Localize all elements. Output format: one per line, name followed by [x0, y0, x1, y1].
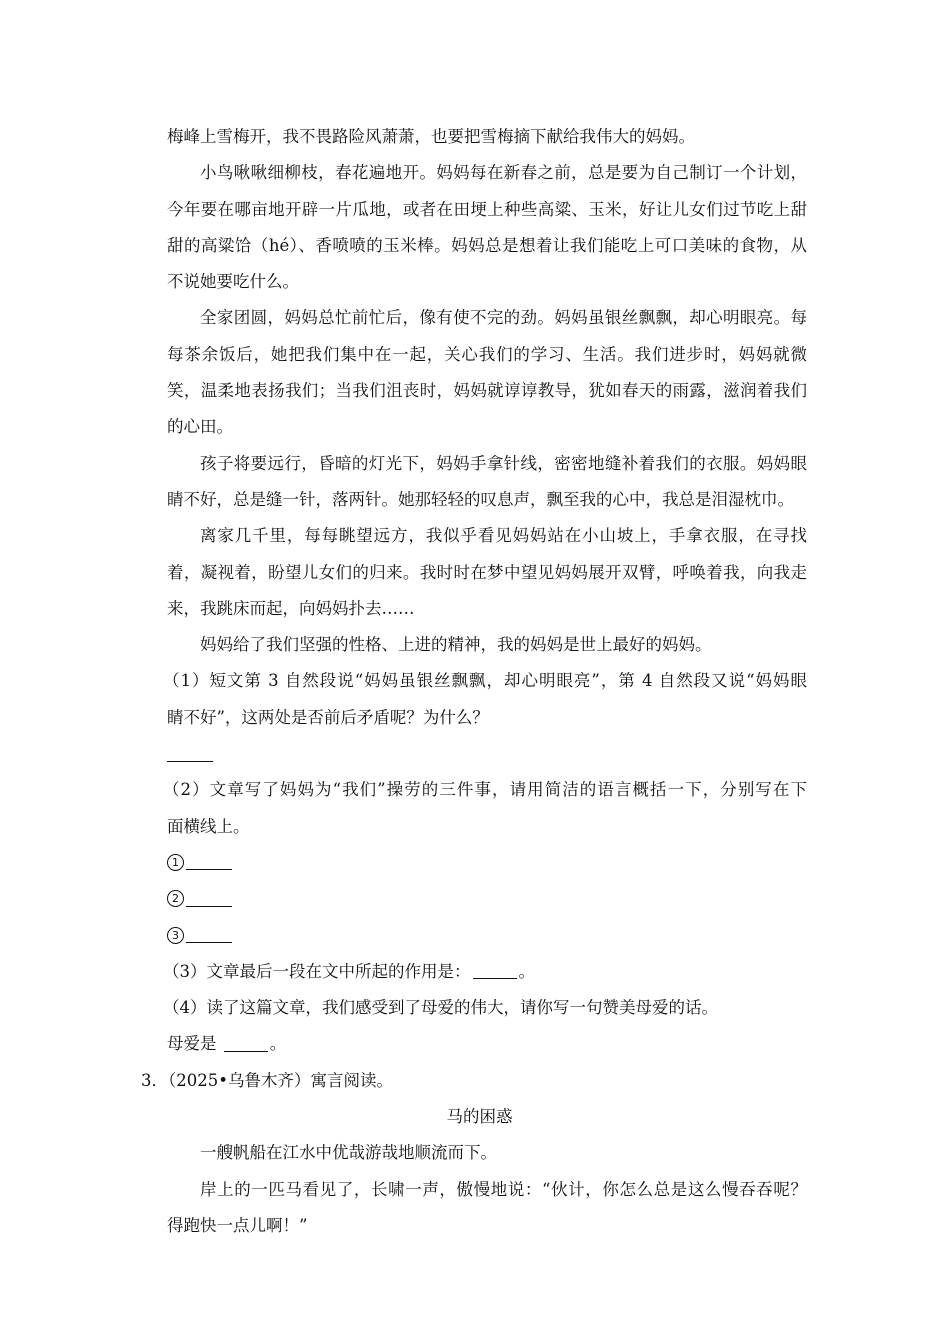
answer-blank[interactable]	[224, 1050, 268, 1052]
question-2-line: （2）文章写了妈妈为“我们”操劳的三件事，请用简洁的语言概括一下，分别写在下	[163, 780, 807, 800]
paragraph-line: 孩子将要远行，昏暗的灯光下，妈妈手拿针线，密密地缝补着我们的衣服。妈妈眼	[200, 453, 807, 473]
circled-number: 1	[167, 854, 184, 871]
answer-blank[interactable]	[186, 905, 232, 907]
question-4-answer-end: 。	[269, 1034, 287, 1054]
question-3-end: 。	[518, 961, 535, 981]
answer-row-1	[167, 845, 807, 881]
page-content	[141, 119, 807, 1244]
paragraph-line: 离家几千里，每每眺望远方，我似乎看见妈妈站在小山坡上，手拿衣服，在寻找	[200, 526, 807, 546]
answer-blank-row	[167, 736, 807, 772]
answer-blank[interactable]	[473, 977, 517, 979]
paragraph-line: 来，我跳床而起，向妈妈扑去……	[167, 598, 415, 618]
question-4-answer-line	[167, 1026, 807, 1062]
paragraph-line: 不说她要吃什么。	[167, 272, 299, 292]
paragraph-line: 全家团圆，妈妈总忙前忙后，像有使不完的劲。妈妈虽银丝飘飘，却心明眼亮。每	[200, 308, 807, 328]
paragraph-line: 一艘帆船在江水中优哉游哉地顺流而下。	[200, 1143, 497, 1163]
paragraph-line: 每茶余饭后，她把我们集中在一起，关心我们的学习、生活。我们进步时，妈妈就微	[167, 344, 807, 364]
answer-row-3	[167, 918, 807, 954]
answer-blank[interactable]	[167, 760, 213, 762]
answer-blank[interactable]	[186, 868, 232, 870]
paragraph-line: 小鸟啾啾细柳枝，春花遍地开。妈妈每在新春之前，总是要为自己制订一个计划，	[200, 163, 807, 183]
question-1-line: （1）短文第 3 自然段说“妈妈虽银丝飘飘，却心明眼亮”，第 4 自然段又说“妈妈眼	[163, 671, 807, 691]
section-source: （2025•乌鲁木齐）寓言阅读。	[168, 1070, 393, 1090]
paragraph-line: 甜的高粱饸（hé）、香喷喷的玉米棒。妈妈总是想着让我们能吃上可口美味的食物，从	[167, 235, 807, 255]
paragraph-line: 笑，温柔地表扬我们；当我们沮丧时，妈妈就谆谆教导，犹如春天的雨露，滋润着我们	[167, 381, 807, 401]
question-3-text: （3）文章最后一段在文中所起的作用是：	[163, 961, 471, 981]
circled-number: 3	[167, 927, 184, 944]
answer-blank[interactable]	[186, 941, 232, 943]
paragraph-line: 睛不好，总是缝一针，落两针。她那轻轻的叹息声，飘至我的心中，我总是泪湿枕巾。	[167, 489, 794, 509]
paragraph-line: 得跑快一点儿啊！”	[167, 1215, 308, 1235]
story-title: 马的困惑	[446, 1107, 513, 1127]
section-number: 3．	[141, 1070, 168, 1090]
paragraph-line: 妈妈给了我们坚强的性格、上进的精神，我的妈妈是世上最好的妈妈。	[200, 635, 712, 655]
paragraph-line: 着，凝视着，盼望儿女们的归来。我时时在梦中望见妈妈展开双臂，呼唤着我，向我走	[167, 562, 807, 582]
section-3-header	[141, 1063, 807, 1099]
answer-row-2	[167, 881, 807, 917]
paragraph-line: 岸上的一匹马看见了，长啸一声，傲慢地说：“伙计，你怎么总是这么慢吞吞呢？	[200, 1179, 807, 1199]
circled-number: 2	[167, 890, 184, 907]
question-4-line: （4）读了这篇文章，我们感受到了母爱的伟大，请你写一句赞美母爱的话。	[163, 998, 718, 1018]
paragraph-line: 梅峰上雪梅开，我不畏路险风萧萧，也要把雪梅摘下献给我伟大的妈妈。	[167, 127, 695, 146]
question-1-line: 睛不好”，这两处是否前后矛盾呢？为什么？	[167, 707, 489, 727]
paragraph-line: 今年要在哪亩地开辟一片瓜地，或者在田埂上种些高粱、玉米，好让儿女们过节吃上甜	[167, 199, 807, 219]
question-4-answer-prefix: 母爱是	[167, 1034, 222, 1054]
paragraph-line: 的心田。	[167, 417, 233, 437]
question-3-line	[163, 954, 807, 990]
question-2-line: 面横线上。	[167, 816, 250, 836]
